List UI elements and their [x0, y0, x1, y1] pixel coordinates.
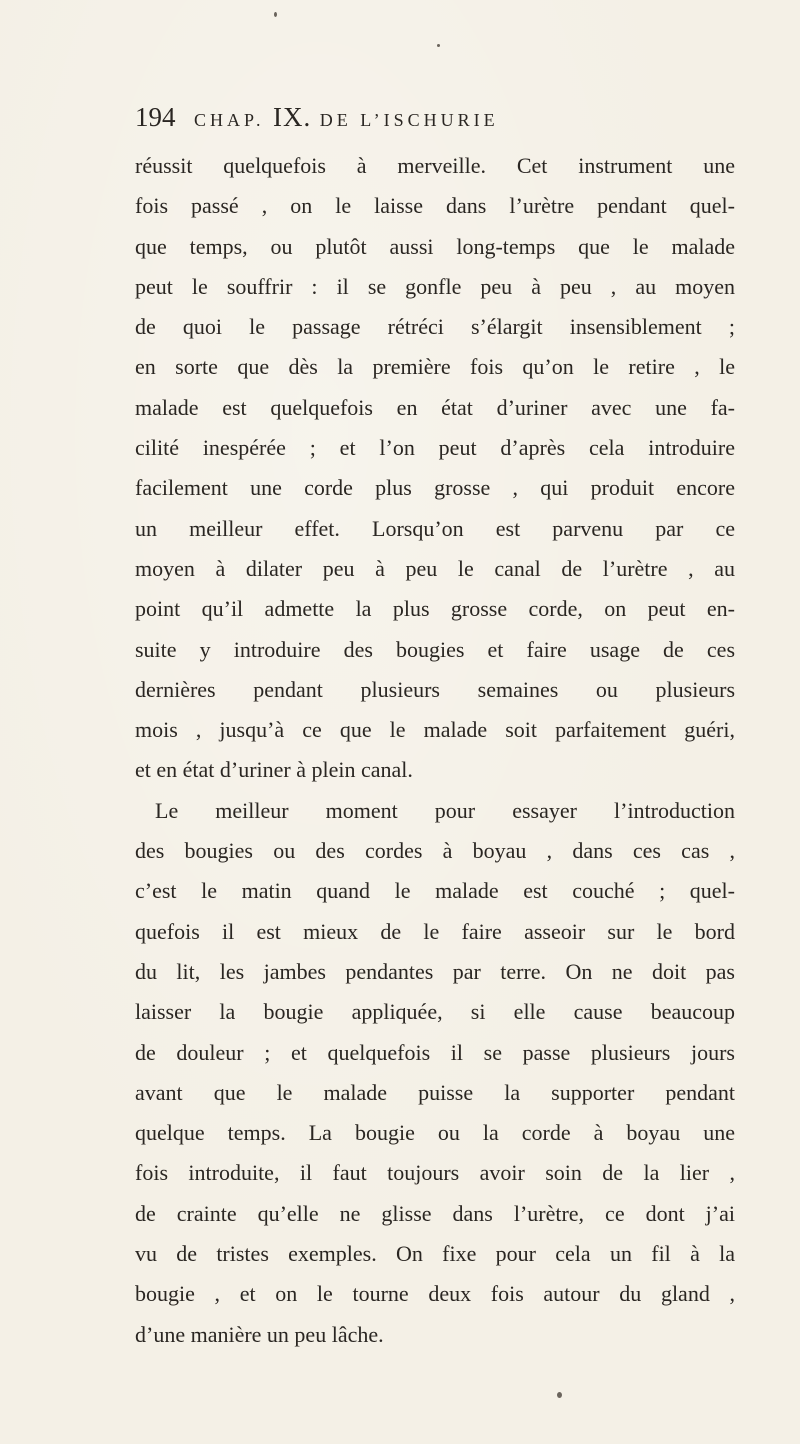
text-line: vu de tristes exemples. On fixe pour cela un fil à la	[135, 1241, 735, 1267]
text-line: des bougies ou des cordes à boyau , dans ces cas ,	[135, 838, 735, 864]
text-line: quefois il est mieux de le faire asseoir sur le bord	[135, 918, 735, 944]
text-line: point qu’il admette la plus grosse corde, on peut en-	[135, 596, 735, 622]
paragraph-end-line: et en état d’uriner à plein canal.	[135, 757, 413, 783]
text-line: suite y introduire des bougies et faire usage de ces	[135, 636, 735, 662]
text-line: moyen à dilater peu à peu le canal de l’urètre , au	[135, 555, 735, 581]
text-line: un meilleur effet. Lorsqu’on est parvenu par ce	[135, 515, 735, 541]
text-line: peut le souffrir : il se gonfle peu à peu , au moyen	[135, 273, 735, 299]
paper-speck	[437, 44, 440, 47]
text-line: c’est le matin quand le malade est couché ; quel-	[135, 878, 735, 904]
text-line: bougie , et on le tourne deux fois autour du gland ,	[135, 1281, 735, 1307]
paragraph-end-line: d’une manière un peu lâche.	[135, 1321, 384, 1347]
text-line: fois passé , on le laisse dans l’urètre pendant quel-	[135, 193, 735, 219]
chapter-number: IX.	[273, 102, 312, 132]
text-line: quelque temps. La bougie ou la corde à boyau une	[135, 1120, 735, 1146]
page-number: 194	[135, 102, 176, 132]
text-line: laisser la bougie appliquée, si elle cause beaucoup	[135, 999, 735, 1025]
paper-speck	[274, 12, 277, 17]
text-line: réussit quelquefois à merveille. Cet instrument une	[135, 153, 735, 178]
text-line: mois , jusqu’à ce que le malade soit parfaitement guéri,	[135, 717, 735, 743]
text-line: avant que le malade puisse la supporter pendant	[135, 1079, 735, 1105]
text-line: cilité inespérée ; et l’on peut d’après cela introduire	[135, 435, 735, 461]
page-header	[135, 100, 735, 134]
text-line: de quoi le passage rétréci s’élargit insensiblement ;	[135, 314, 735, 340]
body-text	[135, 146, 735, 1355]
paper-speck	[557, 1392, 562, 1398]
chapter-label: CHAP.	[194, 110, 265, 130]
text-line: en sorte que dès la première fois qu’on le retire , le	[135, 354, 735, 380]
text-line: du lit, les jambes pendantes par terre. On ne doit pas	[135, 958, 735, 984]
chapter-title: DE L’ISCHURIE	[319, 110, 499, 130]
text-line: facilement une corde plus grosse , qui produit encore	[135, 475, 735, 501]
text-line: de crainte qu’elle ne glisse dans l’urètre, ce dont j’ai	[135, 1200, 735, 1226]
running-head	[194, 100, 499, 137]
text-line: malade est quelquefois en état d’uriner avec une fa-	[135, 394, 735, 420]
text-line: que temps, ou plutôt aussi long-temps que le malade	[135, 233, 735, 259]
text-line: de douleur ; et quelquefois il se passe plusieurs jours	[135, 1039, 735, 1065]
text-line: dernières pendant plusieurs semaines ou plusieurs	[135, 676, 735, 702]
text-line: fois introduite, il faut toujours avoir soin de la lier ,	[135, 1160, 735, 1186]
paragraph-start-line: Le meilleur moment pour essayer l’introduction	[155, 797, 735, 823]
